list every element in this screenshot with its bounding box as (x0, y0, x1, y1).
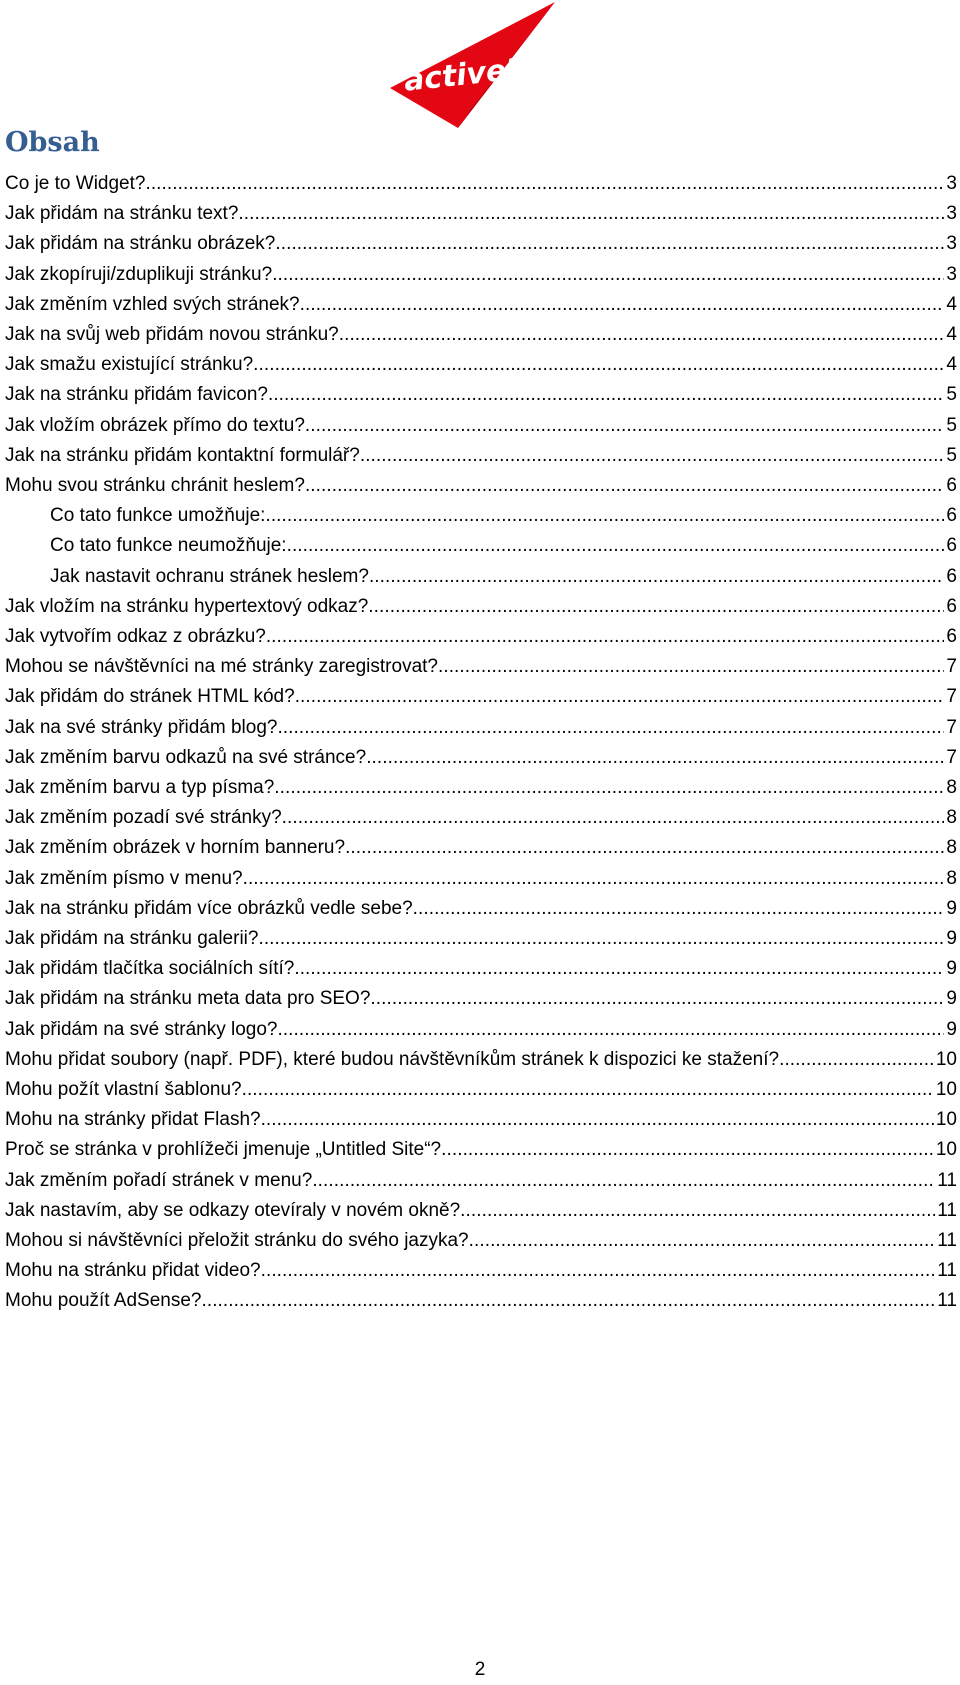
toc-entry[interactable] (5, 408, 957, 438)
toc-entry-text: Jak na stránku přidám favicon? (5, 384, 268, 406)
toc-entry[interactable] (5, 740, 957, 770)
toc-entry-text: Proč se stránka v prohlížeči jmenuje „Untitled Site“? (5, 1139, 442, 1161)
toc-dot-leader (258, 927, 944, 951)
toc-entry-text: Jak nastavím, aby se odkazy otevíraly v novém okně? (5, 1199, 461, 1221)
toc-dot-leader (266, 625, 945, 649)
toc-dot-leader (369, 565, 944, 589)
toc-entry-text: Jak přidám na stránku meta data pro SEO? (5, 988, 371, 1010)
toc-dot-leader (441, 1138, 934, 1162)
toc-entry-text: Jak na stránku přidám více obrázků vedle sebe? (5, 897, 413, 919)
toc-entry[interactable] (5, 951, 957, 981)
toc-entry[interactable] (50, 498, 957, 528)
toc-entry[interactable] (50, 528, 957, 558)
toc-entry[interactable] (5, 679, 957, 709)
active24-logo (390, 2, 570, 128)
toc-entry[interactable] (5, 166, 957, 196)
toc-dot-leader (345, 836, 944, 860)
toc-entry-page: 9 (946, 928, 957, 949)
toc-entry-text: Jak změním obrázek v horním banneru? (5, 837, 346, 859)
toc-dot-leader (268, 383, 944, 407)
toc-dot-leader (277, 716, 944, 740)
toc-entry-text: Mohu požít vlastní šablonu? (5, 1079, 242, 1100)
toc-entry-text: Co tato funkce neumožňuje: (50, 535, 287, 557)
toc-entry-text: Jak na stránku přidám kontaktní formulář? (5, 444, 360, 466)
toc-entry[interactable] (5, 770, 957, 800)
toc-entry-text: Jak nastavit ochranu stránek heslem? (50, 565, 369, 587)
toc-entry-page: 3 (946, 233, 957, 255)
toc-entry-text: Mohu použít AdSense? (5, 1290, 202, 1312)
toc-entry-text: Jak přidám na stránku obrázek? (5, 233, 276, 255)
toc-dot-leader (238, 202, 944, 226)
toc-entry-page: 11 (937, 1230, 957, 1251)
toc-entry-text: Jak zkopíruji/zduplikuji stránku? (5, 263, 273, 285)
toc-dot-leader (366, 746, 944, 770)
toc-dot-leader (294, 957, 944, 981)
toc-entry[interactable] (5, 1223, 957, 1253)
toc-entry[interactable] (5, 619, 957, 649)
toc-dot-leader (261, 1108, 934, 1132)
toc-entry-page: 3 (946, 263, 957, 285)
toc-entry[interactable] (5, 1193, 957, 1223)
toc-entry[interactable] (5, 589, 957, 619)
toc-entry-text: Jak přidám na stránku galerii? (5, 928, 259, 949)
toc-dot-leader (460, 1199, 935, 1223)
toc-entry-page: 6 (946, 626, 957, 647)
toc-entry-text: Jak přidám do stránek HTML kód? (5, 686, 295, 708)
toc-entry-page: 6 (946, 595, 957, 617)
logo-text: active24 (402, 48, 550, 99)
toc-entry-text: Jak přidám tlačítka sociálních sítí? (5, 958, 295, 980)
toc-dot-leader (242, 1078, 934, 1102)
toc-entry[interactable] (5, 377, 957, 407)
toc-entry-page: 10 (935, 1139, 957, 1161)
toc-entry-page: 9 (946, 1018, 957, 1040)
toc-dot-leader (438, 655, 944, 679)
toc-entry-page: 10 (935, 1048, 957, 1070)
toc-entry[interactable] (5, 710, 957, 740)
toc-entry-page: 3 (946, 203, 957, 225)
toc-entry[interactable] (5, 347, 957, 377)
toc-dot-leader (305, 474, 944, 498)
toc-entry[interactable] (5, 861, 957, 891)
toc-entry[interactable] (5, 1163, 957, 1193)
toc-entry-text: Jak změním pozadí své stránky? (5, 807, 282, 829)
toc-entry[interactable] (5, 891, 957, 921)
toc-entry[interactable] (5, 196, 957, 226)
toc-entry[interactable] (5, 1283, 957, 1313)
toc-entry-text: Mohu na stránku přidat video? (5, 1260, 261, 1282)
toc-dot-leader (413, 897, 945, 921)
toc-dot-leader (274, 776, 944, 800)
toc-entry-text: Jak vložím na stránku hypertextový odkaz? (5, 595, 369, 617)
toc-dot-leader (261, 1259, 936, 1283)
toc-entry[interactable] (5, 649, 957, 679)
toc-dot-leader (295, 685, 945, 709)
toc-entry-page: 11 (937, 1290, 957, 1312)
toc-entry-page: 7 (946, 746, 957, 768)
toc-entry-text: Jak vložím obrázek přímo do textu? (5, 414, 305, 436)
toc-dot-leader (312, 1169, 935, 1193)
toc-entry-text: Mohu na stránky přidat Flash? (5, 1109, 261, 1131)
toc-dot-leader (265, 504, 944, 528)
toc-entry-page: 6 (946, 475, 957, 496)
toc-entry-page: 4 (946, 293, 957, 315)
toc-entry[interactable] (5, 1042, 957, 1072)
toc-entry[interactable] (5, 1102, 957, 1132)
toc-entry[interactable] (5, 257, 957, 287)
toc-dot-leader (360, 444, 945, 468)
toc-entry-page: 11 (937, 1169, 957, 1191)
toc-entry-page: 3 (946, 173, 957, 194)
toc-entry-text: Jak vytvořím odkaz z obrázku? (5, 626, 266, 647)
toc-dot-leader (253, 353, 944, 377)
toc-dot-leader (277, 1018, 944, 1042)
toc-entry[interactable] (5, 287, 957, 317)
toc-entry-page: 5 (946, 444, 957, 466)
toc-entry-text: Jak přidám na své stránky logo? (5, 1018, 278, 1040)
toc-dot-leader (469, 1229, 936, 1253)
toc-dot-leader (243, 867, 945, 891)
toc-entry-page: 8 (946, 807, 957, 829)
toc-entry[interactable] (5, 800, 957, 830)
toc-dot-leader (275, 232, 944, 256)
toc-dot-leader (779, 1048, 934, 1072)
toc-dot-leader (305, 414, 945, 438)
toc-dot-leader (300, 293, 945, 317)
toc-entry-page: 9 (946, 958, 957, 980)
toc-entry-text: Jak změním pořadí stránek v menu? (5, 1169, 313, 1191)
toc-entry[interactable] (5, 438, 957, 468)
toc-entry-text: Mohou si návštěvníci přeložit stránku do svého jazyka? (5, 1230, 469, 1251)
toc-entry-page: 6 (946, 535, 957, 557)
toc-dot-leader (339, 323, 945, 347)
toc-entry-text: Co tato funkce umožňuje: (50, 505, 266, 527)
toc-dot-leader (282, 806, 945, 830)
toc-title: Obsah (5, 127, 100, 158)
toc-dot-leader (368, 595, 944, 619)
toc-entry-page: 9 (946, 988, 957, 1010)
toc-entry-text: Mohou se návštěvníci na mé stránky zaregistrovat? (5, 656, 438, 678)
toc-entry[interactable] (5, 226, 957, 256)
toc-entry-page: 4 (946, 324, 957, 345)
toc-entry-page: 8 (946, 867, 957, 889)
toc-entry-page: 6 (946, 565, 957, 587)
toc-entry[interactable] (5, 317, 957, 347)
toc-entry-page: 11 (937, 1199, 957, 1221)
toc-entry[interactable] (50, 559, 957, 589)
toc-entry-text: Jak na svůj web přidám novou stránku? (5, 324, 339, 345)
toc-entry-text: Mohu svou stránku chránit heslem? (5, 475, 305, 496)
toc-entry-text: Co je to Widget? (5, 173, 146, 194)
toc-entry-page: 7 (946, 686, 957, 708)
toc-entry-page: 7 (946, 716, 957, 738)
toc-entry-page: 5 (946, 384, 957, 406)
toc-entry[interactable] (5, 1012, 957, 1042)
toc-dot-leader (370, 987, 944, 1011)
toc-entry-text: Jak na své stránky přidám blog? (5, 716, 278, 738)
toc-entry-page: 6 (946, 505, 957, 527)
toc-dot-leader (201, 1289, 935, 1313)
toc-entry[interactable] (5, 1132, 957, 1162)
toc-entry-page: 5 (946, 414, 957, 436)
toc-entry-text: Jak změním barvu a typ písma? (5, 777, 275, 798)
toc-dot-leader (287, 534, 945, 558)
toc-entry[interactable] (5, 468, 957, 498)
toc-entry[interactable] (5, 921, 957, 951)
toc-entry-page: 4 (946, 354, 957, 376)
toc-entry[interactable] (5, 981, 957, 1011)
toc-entry-page: 10 (935, 1079, 957, 1100)
toc-entry-text: Jak přidám na stránku text? (5, 203, 239, 225)
page-number: 2 (474, 1659, 486, 1680)
toc-entry[interactable] (5, 830, 957, 860)
toc-entry-page: 9 (946, 897, 957, 919)
toc-dot-leader (272, 263, 944, 287)
toc-entry[interactable] (5, 1072, 957, 1102)
toc-dot-leader (145, 172, 944, 196)
toc-entry-page: 8 (946, 777, 957, 798)
toc-entry[interactable] (5, 1253, 957, 1283)
toc-entry-text: Jak změním písmo v menu? (5, 867, 243, 889)
toc-entry-page: 7 (946, 656, 957, 678)
toc-entry-page: 8 (946, 837, 957, 859)
toc-entry-page: 10 (935, 1109, 957, 1131)
toc-entry-text: Jak změním barvu odkazů na své stránce? (5, 746, 367, 768)
toc-entry-text: Mohu přidat soubory (např. PDF), které budou návštěvníkům stránek k dispozici ke stažení? (5, 1048, 780, 1070)
toc-entry-page: 11 (937, 1260, 957, 1282)
toc-entry-text: Jak změním vzhled svých stránek? (5, 293, 300, 315)
toc-entry-text: Jak smažu existující stránku? (5, 354, 254, 376)
